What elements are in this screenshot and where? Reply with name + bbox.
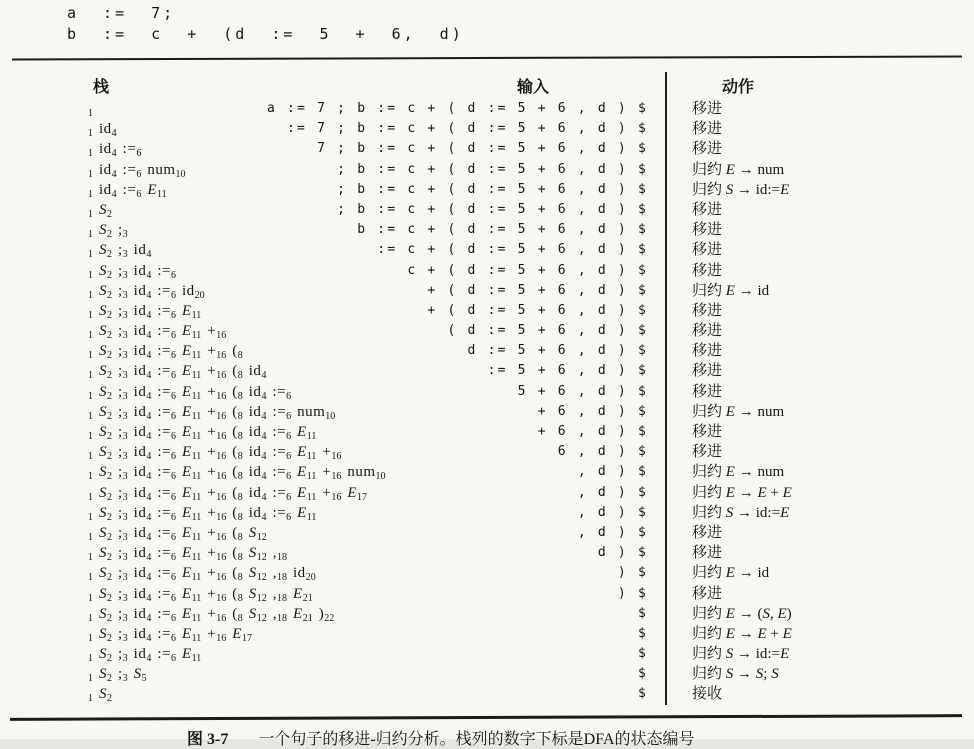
action-cell: 归约 S → id:=E bbox=[692, 646, 790, 663]
input-cell: := 7 ; b := c + ( d := 5 + 6 , d ) $ bbox=[287, 121, 648, 137]
input-cell: $ bbox=[637, 625, 648, 641]
action-cell: 归约 E → id bbox=[692, 565, 770, 582]
input-cell: d := 5 + 6 , d ) $ bbox=[467, 343, 648, 359]
input-cell: , d ) $ bbox=[577, 504, 648, 520]
stack-cell: $_1$ $S_2$ $;_3$ $id_4$ bbox=[88, 242, 152, 261]
bottom-rule bbox=[10, 714, 962, 721]
action-cell: 移进 bbox=[692, 101, 723, 117]
input-cell: , d ) $ bbox=[577, 464, 648, 480]
table-row bbox=[0, 563, 974, 583]
table-row bbox=[0, 483, 974, 503]
stack-cell: $_1$ $S_2$ $;_3$ $id_4$ $:=_6$ $E_{11} +_{16}$ ($_8$ $id_4$ $:=_6$ $E_{11} +_{16}$ bbox=[88, 444, 342, 463]
table-row bbox=[0, 442, 974, 462]
action-cell: 移进 bbox=[692, 444, 723, 461]
action-cell: 移进 bbox=[692, 383, 723, 400]
table-row bbox=[0, 160, 974, 180]
action-cell: 归约 E → (S, E) bbox=[692, 605, 792, 622]
input-cell: + 6 , d ) $ bbox=[537, 403, 648, 419]
table-row bbox=[0, 220, 974, 240]
action-cell: 移进 bbox=[692, 363, 723, 380]
input-cell: 5 + 6 , d ) $ bbox=[517, 383, 648, 399]
stack-cell: $_1$ $S_2$ $;_3$ $id_4$ $:=_6$ $id_{20}$ bbox=[88, 282, 205, 301]
stack-cell: $_1$ $S_2$ $;_3$ $id_4$ $:=_6$ $E_{11} +_{16}$ ($_8$ $id_4$ $:=_6$ $E_{11} +_{16}$ $E_{17}$ bbox=[88, 484, 368, 503]
table-row bbox=[0, 200, 974, 220]
input-cell: + 6 , d ) $ bbox=[537, 424, 648, 439]
stack-cell: $_1$ $S_2$ $;_3$ $id_4$ $:=_6$ $E_{11} +_{16}$ bbox=[88, 323, 227, 342]
table-row bbox=[0, 301, 974, 321]
stack-cell: 1 bbox=[88, 108, 93, 119]
input-cell: := c + ( d := 5 + 6 , d ) $ bbox=[377, 242, 648, 258]
table-row bbox=[0, 139, 974, 159]
action-cell: 移进 bbox=[692, 242, 723, 259]
table-row bbox=[0, 462, 974, 482]
input-cell: ; b := c + ( d := 5 + 6 , d ) $ bbox=[337, 181, 648, 197]
stack-cell: $_1$ $id_4$ $:=_6$ $E_{11}$ bbox=[88, 181, 167, 200]
stack-cell: $_1$ $S_2$ $;_3$ bbox=[88, 222, 128, 241]
source-code-block bbox=[67, 3, 464, 45]
action-cell: 归约 E → id bbox=[692, 282, 770, 299]
input-cell: b := c + ( d := 5 + 6 , d ) $ bbox=[357, 222, 648, 238]
input-cell: ; b := c + ( d := 5 + 6 , d ) $ bbox=[337, 161, 648, 177]
action-cell: 归约 S → id:=E bbox=[692, 181, 790, 198]
table-row bbox=[0, 180, 974, 200]
table-row bbox=[0, 604, 974, 624]
table-row bbox=[0, 644, 974, 664]
stack-cell: $_1$ $id_4$ $:=_6$ num$_{10}$ bbox=[88, 161, 186, 180]
action-cell: 归约 E → num bbox=[692, 464, 785, 481]
table-row bbox=[0, 119, 974, 139]
action-cell: 移进 bbox=[692, 121, 723, 138]
action-cell: 移进 bbox=[692, 141, 723, 158]
stack-cell: $_1$ $S_2$ $;_3$ $id_4$ $:=_6$ $E_{11} +_{16}$ ($_8$ bbox=[88, 343, 243, 362]
action-cell: 移进 bbox=[692, 302, 723, 319]
table-row bbox=[0, 684, 974, 704]
action-cell: 移进 bbox=[692, 323, 723, 340]
stack-cell: $_1$ $S_2$ $;_3$ $id_4$ $:=_6$ $E_{11}$ bbox=[88, 646, 202, 665]
input-cell: c + ( d := 5 + 6 , d ) $ bbox=[407, 262, 648, 278]
top-rule bbox=[12, 56, 962, 61]
action-cell: 归约 E → E + E bbox=[692, 625, 792, 642]
table-row bbox=[0, 261, 974, 281]
table-row bbox=[0, 664, 974, 684]
input-cell: 6 , d ) $ bbox=[557, 444, 648, 460]
action-cell: 移进 bbox=[692, 262, 723, 279]
action-cell: 移进 bbox=[692, 545, 723, 562]
input-cell: d ) $ bbox=[597, 545, 648, 561]
action-cell: 移进 bbox=[692, 585, 723, 602]
stack-cell: $_1$ $S_2$ $;_3$ $id_4$ $:=_6$ $E_{11} +_{16}$ ($_8$ $S_{12}$ $,_{18}$ $id_{20}$ bbox=[88, 565, 316, 584]
column-header-action: 动作 bbox=[722, 79, 755, 96]
stack-cell: $_1$ $id_4$ bbox=[88, 121, 117, 140]
action-cell: 移进 bbox=[692, 524, 723, 541]
stack-cell: $_1$ $id_4$ $:=_6$ bbox=[88, 141, 142, 160]
stack-cell: $_1$ $S_2$ $;_3$ $id_4$ $:=_6$ $E_{11} +_{16}$ ($_8$ $id_4$ $:=_6$ num$_{10}$ bbox=[88, 403, 336, 422]
input-cell: 7 ; b := c + ( d := 5 + 6 , d ) $ bbox=[317, 141, 648, 157]
stack-cell: $_1$ $S_2$ $;_3$ $id_4$ $:=_6$ bbox=[88, 262, 176, 281]
stack-cell: $_1$ $S_2$ $;_3$ $id_4$ $:=_6$ $E_{11} +_{16}$ ($_8$ $id_4$ $:=_6$ $E_{11} +_{16}$ num$_{10}$ bbox=[88, 464, 386, 483]
stack-cell: $_1$ $S_2$ $;_3$ $id_4$ $:=_6$ $E_{11} +_{16}$ $E_{17}$ bbox=[88, 625, 252, 644]
stack-cell: $_1$ $S_2$ $;_3$ $id_4$ $:=_6$ $E_{11} +_{16}$ ($_8$ $S_{12}$ $,_{18}$ $E_{21}$ )$_{22}$ bbox=[88, 605, 335, 624]
stack-cell: $_1$ $S_2$ $;_3$ $id_4$ $:=_6$ $E_{11} +_{16}$ ($_8$ $id_4$ $:=_6$ bbox=[88, 383, 292, 402]
input-cell: + ( d := 5 + 6 , d ) $ bbox=[427, 282, 648, 298]
stack-cell: $_1$ $S_2$ bbox=[88, 201, 112, 220]
table-row bbox=[0, 503, 974, 523]
column-header-input: 输入 bbox=[517, 79, 550, 96]
table-row bbox=[0, 281, 974, 301]
input-cell: + ( d := 5 + 6 , d ) $ bbox=[427, 302, 648, 318]
input-cell: ) $ bbox=[617, 565, 648, 581]
input-cell: $ bbox=[637, 666, 648, 682]
table-row bbox=[0, 543, 974, 563]
stack-cell: $_1$ $S_2$ $;_3$ $id_4$ $:=_6$ $E_{11} +_{16}$ ($_8$ $id_4$ $:=_6$ $E_{11}$ bbox=[88, 504, 317, 523]
action-cell: 移进 bbox=[692, 222, 723, 239]
stack-cell: $_1$ $S_2$ $;_3$ $id_4$ $:=_6$ $E_{11} +_{16}$ ($_8$ $id_4$ $:=_6$ $E_{11}$ bbox=[88, 424, 317, 442]
input-cell: ) $ bbox=[617, 585, 648, 601]
action-cell: 归约 S → S; S bbox=[692, 666, 779, 683]
figure-caption bbox=[187, 726, 695, 749]
input-cell: , d ) $ bbox=[577, 484, 648, 500]
figure-caption-text: 一个句子的移进-归约分析。栈列的数字下标是DFA的状态编号 bbox=[258, 731, 695, 748]
table-row bbox=[0, 361, 974, 381]
stack-cell: $_1$ $S_2$ $;_3$ $id_4$ $:=_6$ $E_{11} +_{16}$ ($_8$ $S_{12}$ bbox=[88, 524, 267, 543]
input-cell: $ bbox=[637, 686, 648, 702]
table-row bbox=[0, 523, 974, 543]
code-line-1: a := 7; bbox=[67, 4, 176, 22]
input-cell: ; b := c + ( d := 5 + 6 , d ) $ bbox=[337, 201, 648, 217]
input-cell: := 5 + 6 , d ) $ bbox=[487, 363, 648, 379]
table-row bbox=[0, 584, 974, 604]
action-cell: 接收 bbox=[692, 686, 723, 703]
stack-cell: $_1$ $S_2$ $;_3$ $id_4$ $:=_6$ $E_{11} +_{16}$ ($_8$ $id_4$ bbox=[88, 363, 267, 382]
figure-caption-label: 图 3-7 bbox=[187, 731, 229, 748]
action-cell: 归约 E → E + E bbox=[692, 484, 792, 501]
table-row bbox=[0, 99, 974, 119]
action-cell: 移进 bbox=[692, 343, 723, 360]
input-cell: ( d := 5 + 6 , d ) $ bbox=[447, 323, 648, 339]
code-line-2: b := c + (d := 5 + 6, d) bbox=[67, 25, 464, 43]
stack-cell: $_1$ $S_2$ $;_3$ $id_4$ $:=_6$ $E_{11} +_{16}$ ($_8$ $S_{12}$ $,_{18}$ bbox=[88, 545, 288, 564]
action-cell: 归约 S → id:=E bbox=[692, 504, 790, 521]
parse-table-rows bbox=[0, 99, 974, 705]
input-cell: a := 7 ; b := c + ( d := 5 + 6 , d ) $ bbox=[266, 101, 648, 116]
input-cell: $ bbox=[637, 605, 648, 621]
action-cell: 归约 E → num bbox=[692, 161, 785, 178]
table-row bbox=[0, 382, 974, 402]
action-cell: 移进 bbox=[692, 424, 723, 440]
table-row bbox=[0, 341, 974, 361]
input-cell: $ bbox=[637, 646, 648, 662]
stack-cell: $_1$ $S_2$ bbox=[88, 686, 112, 705]
column-header-stack: 栈 bbox=[93, 79, 110, 96]
table-row bbox=[0, 321, 974, 341]
stack-cell: $_1$ $S_2$ $;_3$ $S_5$ bbox=[88, 666, 147, 685]
input-cell: , d ) $ bbox=[577, 524, 648, 540]
table-row bbox=[0, 402, 974, 422]
table-row bbox=[0, 422, 974, 442]
stack-cell: $_1$ $S_2$ $;_3$ $id_4$ $:=_6$ $E_{11}$ bbox=[88, 302, 202, 321]
stack-cell: $_1$ $S_2$ $;_3$ $id_4$ $:=_6$ $E_{11} +_{16}$ ($_8$ $S_{12}$ $,_{18}$ $E_{21}$ bbox=[88, 585, 313, 604]
table-row bbox=[0, 240, 974, 260]
table-row bbox=[0, 624, 974, 644]
action-cell: 移进 bbox=[692, 201, 723, 218]
action-cell: 归约 E → num bbox=[692, 403, 785, 420]
